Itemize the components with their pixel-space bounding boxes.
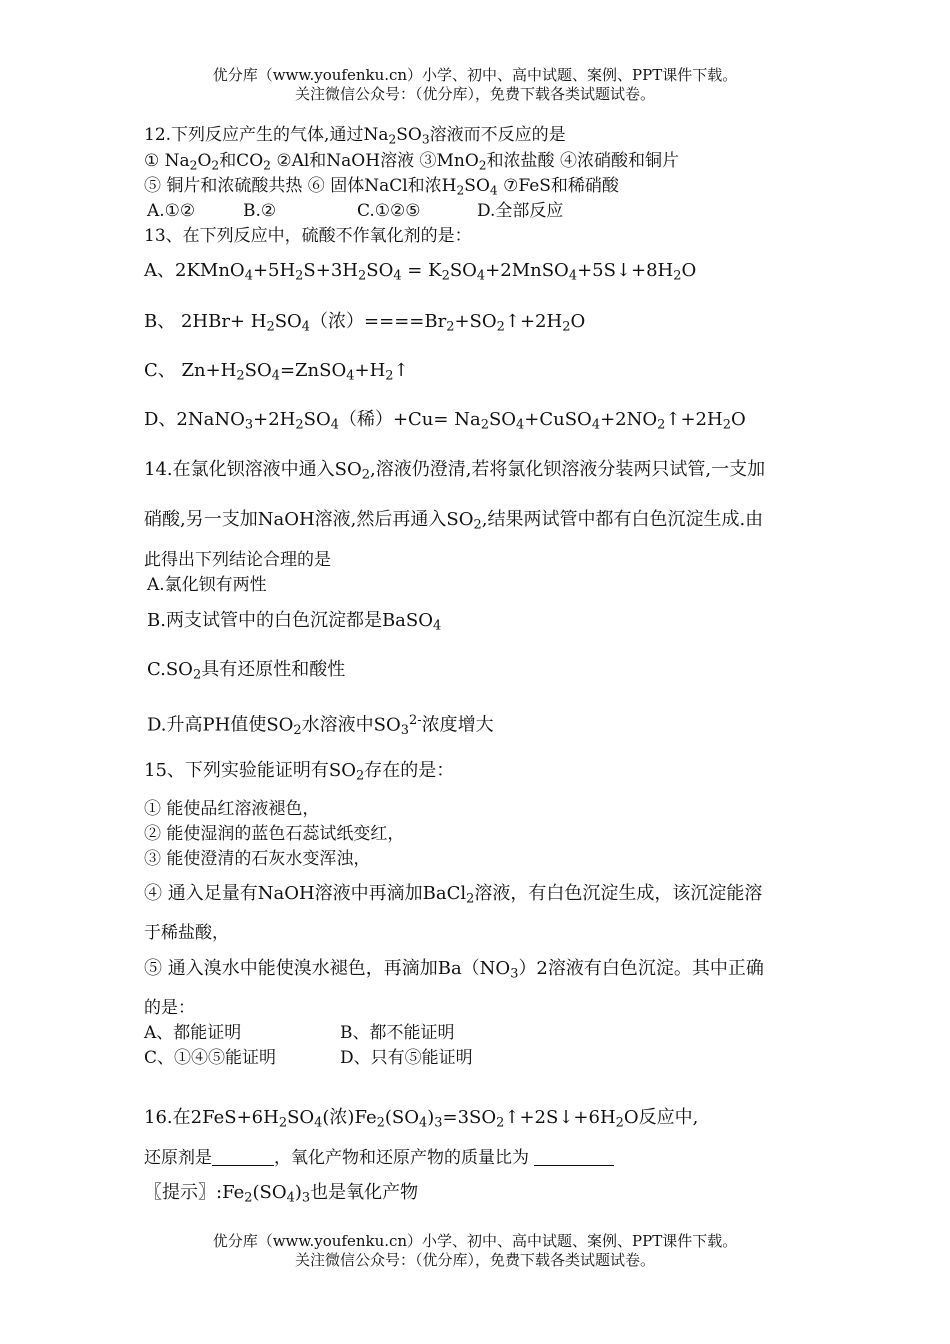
q12-option-b: B.② (243, 201, 277, 221)
q15-option-d: D、只有⑤能证明 (340, 1048, 473, 1068)
q14-option-d: D.升高PH值使$SO_2$水溶液中$SO_3^{2-}$浓度增大 (147, 713, 494, 739)
q15-item2: ② 能使湿润的蓝色石蕊试纸变红， (144, 824, 405, 844)
page-header-line1: 优分库（www.youfenku.cn）小学、初中、高中试题、案例、PPT课件下载。 (212, 66, 738, 84)
q13-option-a: A、$2KMnO_4+5H_2S+3H_2SO_4$ = $K_2SO_4+2MnSO_4+5S↓+8H_2O$ (144, 260, 697, 284)
q15-item3: ③ 能使澄清的石灰水变浑浊， (144, 849, 371, 869)
q15-option-c: C、①④⑤能证明 (144, 1048, 277, 1068)
q16-hint: 〖提示〗$:Fe_2(SO_4)_3$也是氧化产物 (144, 1182, 419, 1206)
q12-option-d: D.全部反应 (477, 201, 564, 221)
q13-option-c: C、 $Zn+H_2SO_4=ZnSO_4+H_2↑$ (144, 360, 409, 384)
q16-line2 (144, 1147, 614, 1169)
q15-item5-line2: 的是： (144, 998, 195, 1018)
q14-option-b: B.两支试管中的白色沉淀都是BaSO$_4$ (147, 610, 442, 634)
q14-option-c: $C.SO_2$具有还原性和酸性 (147, 659, 346, 683)
page-footer-line1: 优分库（www.youfenku.cn）小学、初中、高中试题、案例、PPT课件下载。 (212, 1232, 738, 1250)
q16-ratio-label: ，氧化产物和还原产物的质量比为 (274, 1148, 529, 1168)
q15-options-row2 (144, 1047, 473, 1069)
q13-option-b: B、 $2HBr+ H_2SO_4$（浓）$====Br_2+SO_2↑+2H_2O$ (144, 311, 586, 335)
q13-option-d: D、$2NaNO_3+2H_2SO_4$（稀）$+Cu= Na_2SO_4+CuSO_4+2NO_2↑+2H_2O$ (144, 409, 746, 433)
q15-option-b: B、都不能证明 (340, 1023, 455, 1043)
page-header-line2: 关注微信公众号：（优分库），免费下载各类试题试卷。 (294, 85, 655, 103)
q16-reductant-label: 还原剂是 (144, 1148, 212, 1168)
q15-item5-line1: ⑤ 通入溴水中能使溴水褪色，再滴加$Ba(NO_3)2$溶液有白色沉淀。其中正确 (144, 958, 764, 982)
q16-line1: 16.在$2FeS+6H_2SO_4$(浓)$Fe_2(SO_4)_3=3SO_2↑+2S↓+6H_2O$反应中, (144, 1107, 699, 1131)
q12-items-line2: ⑤ 铜片和浓硫酸共热 ⑥ 固体NaCl和浓$H_2SO_4$ ⑦FeS和稀硝酸 (144, 176, 619, 198)
q12-stem: 12.下列反应产生的气体,通过$Na_2SO_3$溶液而不反应的是 (144, 125, 566, 147)
q14-line1: 14.在氯化钡溶液中通入$SO_2$,溶液仍澄清,若将氯化钡溶液分装两只试管,一支加 (144, 459, 766, 483)
q12-options (147, 200, 563, 222)
q16-ratio-blank[interactable] (534, 1149, 614, 1166)
q13-stem: 13、在下列反应中，硫酸不作氧化剂的是： (144, 226, 472, 246)
q14-line3: 此得出下列结论合理的是 (144, 550, 331, 570)
page-footer-line2: 关注微信公众号：（优分库），免费下载各类试题试卷。 (294, 1251, 655, 1269)
q15-item4-line1: ④ 通入足量有NaOH溶液中再滴加BaCl$_2$溶液，有白色沉淀生成，该沉淀能溶 (144, 883, 763, 907)
q14-line2: 硝酸,另一支加NaOH溶液,然后再通入$SO_2$,结果两试管中都有白色沉淀生成.由 (144, 509, 764, 533)
q12-items-line1: ① $Na_2O_2$和$CO_2$ ②Al和NaOH溶液 ③MnO$_2$和浓盐酸 ④浓硝酸和铜片 (144, 151, 679, 173)
q15-stem: 15、下列实验能证明有$SO_2$存在的是： (144, 760, 455, 784)
q12-option-a: A.①② (147, 201, 196, 221)
q15-option-a: A、都能证明 (144, 1023, 242, 1043)
q16-reductant-blank[interactable] (212, 1149, 274, 1166)
q14-option-a: A.氯化钡有两性 (147, 575, 267, 595)
q15-item4-line2: 于稀盐酸， (144, 923, 229, 943)
q15-options-row1 (144, 1022, 455, 1044)
q15-item1: ① 能使品红溶液褪色， (144, 799, 320, 819)
q12-option-c: C.①②⑤ (357, 201, 421, 221)
